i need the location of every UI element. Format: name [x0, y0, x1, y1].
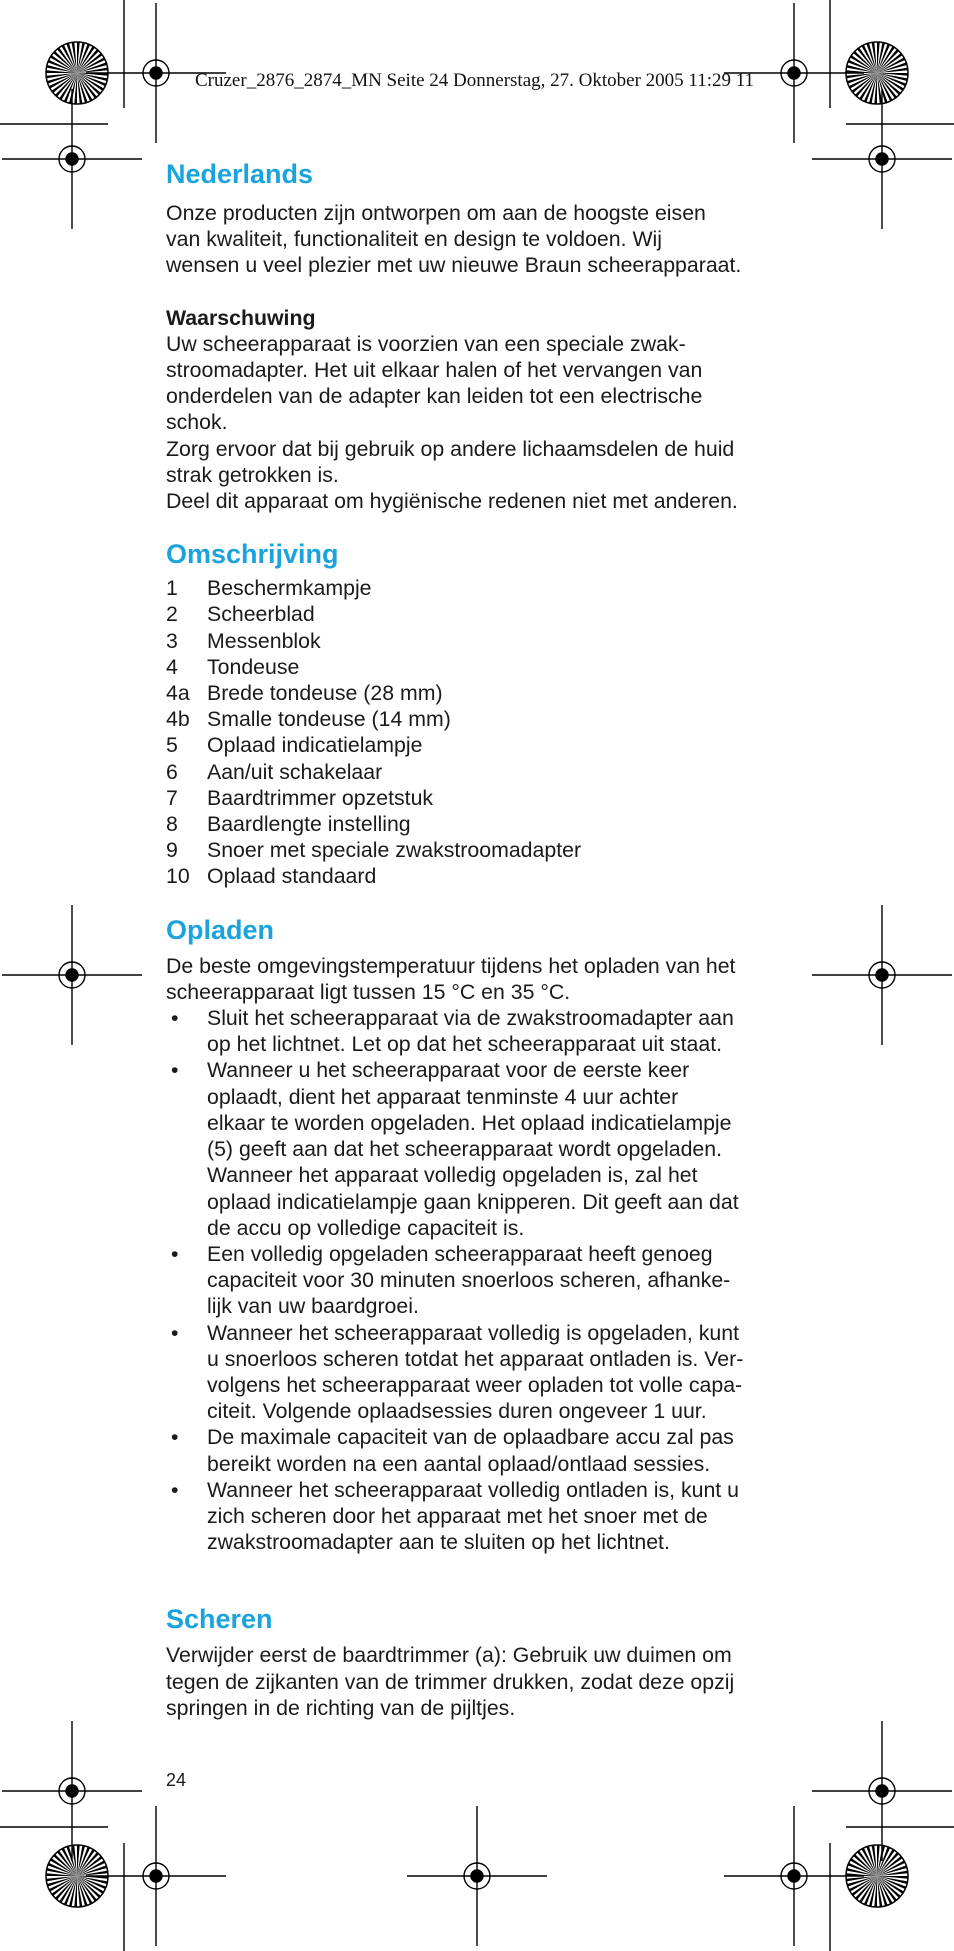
part-item — [166, 837, 806, 863]
registration-mark-icon — [812, 1721, 952, 1861]
bullet-item — [166, 1057, 806, 1240]
warning-title: Waarschuwing — [166, 305, 316, 330]
part-item — [166, 680, 806, 706]
bullet-text — [207, 1320, 743, 1425]
part-label: Tondeuse — [207, 654, 300, 679]
part-item — [166, 628, 806, 654]
part-label: Baardtrimmer opzetstuk — [207, 785, 434, 810]
section-scheren — [166, 1601, 806, 1721]
part-number: 3 — [166, 628, 178, 653]
registration-mark-icon — [2, 89, 142, 229]
bullet-line: oplaad indicatielampje gaan knipperen. Dit geeft aan dat — [207, 1189, 739, 1214]
warning-line: stroomadapter. Het uit elkaar halen of het vervangen van — [166, 358, 703, 383]
part-item — [166, 706, 806, 732]
bullet-line: elkaar te worden opgeladen. Het oplaad indicatielampje — [207, 1110, 732, 1135]
bullet-line: Wanneer het scheerapparaat volledig ontladen is, kunt u — [207, 1477, 739, 1502]
part-item — [166, 811, 806, 837]
registration-mark-icon — [724, 1806, 864, 1946]
bullet-line: Wanneer het scheerapparaat volledig is opgeladen, kunt — [207, 1320, 739, 1345]
part-item — [166, 601, 806, 627]
part-number: 7 — [166, 785, 178, 810]
bullet-icon: • — [171, 1058, 179, 1083]
part-item — [166, 654, 806, 680]
warning-line: Uw scheerapparaat is voorzien van een speciale zwak- — [166, 331, 686, 356]
part-number: 10 — [166, 864, 190, 889]
part-item — [166, 575, 806, 601]
part-number: 6 — [166, 759, 178, 784]
part-label: Brede tondeuse (28 mm) — [207, 681, 443, 706]
bullet-item — [166, 1477, 806, 1556]
starburst-target-icon — [46, 42, 108, 104]
part-number: 2 — [166, 602, 178, 627]
bullet-line: citeit. Volgende oplaadsessies duren ongeveer 1 uur. — [207, 1399, 707, 1424]
bullet-line: zich scheren door het apparaat met het snoer met de — [207, 1503, 708, 1528]
section-opladen — [166, 912, 806, 1556]
part-number: 5 — [166, 733, 178, 758]
bullet-text — [207, 1424, 734, 1476]
warning-line: Deel dit apparaat om hygiënische redenen niet met anderen. — [166, 489, 738, 514]
bullet-line: capaciteit voor 30 minuten snoerloos scheren, afhanke- — [207, 1268, 731, 1293]
part-item — [166, 759, 806, 785]
charging-bullet-list — [166, 1005, 806, 1555]
warning-line: schok. — [166, 410, 228, 435]
intro-line: van kwaliteit, functionaliteit en design te voldoen. Wij — [166, 227, 663, 252]
part-label: Smalle tondeuse (14 mm) — [207, 707, 451, 732]
bullet-item — [166, 1320, 806, 1425]
bullet-line: zwakstroomadapter aan te sluiten op het lichtnet. — [207, 1530, 670, 1555]
registration-mark-icon — [812, 905, 952, 1045]
bullet-icon: • — [171, 1477, 179, 1502]
part-number: 1 — [166, 576, 178, 601]
heading-nederlands: Nederlands — [166, 159, 314, 189]
bullet-line: u snoerloos scheren totdat het apparaat ontladen is. Ver- — [207, 1346, 744, 1371]
registration-mark-icon — [2, 905, 142, 1045]
section-omschrijving — [166, 536, 806, 889]
part-item — [166, 732, 806, 758]
scheren-line: Verwijder eerst de baardtrimmer (a): Gebruik uw duimen om — [166, 1643, 732, 1668]
warning-line: onderdelen van de adapter kan leiden tot een electrische — [166, 384, 703, 409]
bullet-line: Wanneer het apparaat volledig opgeladen is, zal het — [207, 1163, 698, 1188]
bullet-text — [207, 1477, 739, 1556]
scheren-line: springen in de richting van de pijltjes. — [166, 1695, 516, 1720]
bullet-line: de accu op volledige capaciteit is. — [207, 1215, 525, 1240]
bullet-line: De maximale capaciteit van de oplaadbare accu zal pas — [207, 1425, 734, 1450]
starburst-target-icon — [846, 42, 908, 104]
starburst-target-icon — [46, 1845, 108, 1907]
heading-omschrijving: Omschrijving — [166, 539, 339, 570]
registration-mark-icon — [812, 89, 952, 229]
part-number: 9 — [166, 838, 178, 863]
scheren-line: tegen de zijkanten van de trimmer drukken, zodat deze opzij — [166, 1669, 735, 1694]
bullet-line: Sluit het scheerapparaat via de zwakstroomadapter aan — [207, 1006, 734, 1031]
bullet-icon: • — [171, 1241, 179, 1266]
heading-scheren: Scheren — [166, 1604, 273, 1635]
part-label: Aan/uit schakelaar — [207, 759, 383, 784]
part-number: 8 — [166, 812, 178, 837]
warning-line: strak getrokken is. — [166, 462, 339, 487]
bullet-line: oplaadt, dient het apparaat tenminste 4 uur achter — [207, 1084, 679, 1109]
bullet-line: volgens het scheerapparaat weer opladen tot volle capa- — [207, 1372, 743, 1397]
bullet-line: Wanneer u het scheerapparaat voor de eerste keer — [207, 1058, 690, 1083]
bullet-line: op het lichtnet. Let op dat het scheerapparaat uit staat. — [207, 1032, 723, 1057]
bullet-item — [166, 1241, 806, 1320]
part-number: 4b — [166, 707, 190, 732]
page-content — [166, 156, 806, 1721]
part-label: Oplaad standaard — [207, 864, 377, 889]
page-number: 24 — [166, 1770, 187, 1790]
registration-mark-icon — [407, 1806, 547, 1946]
heading-opladen: Opladen — [166, 914, 275, 945]
part-label: Scheerblad — [207, 602, 315, 627]
opladen-intro-line: scheerapparaat ligt tussen 15 °C en 35 °C. — [166, 979, 571, 1004]
bullet-line: (5) geeft aan dat het scheerapparaat wordt opgeladen. — [207, 1137, 723, 1162]
part-number: 4 — [166, 654, 178, 679]
opladen-intro-line: De beste omgevingstemperatuur tijdens het opladen van het — [166, 953, 736, 978]
part-label: Snoer met speciale zwakstroomadapter — [207, 838, 582, 863]
part-number: 4a — [166, 681, 190, 706]
bullet-text — [207, 1057, 739, 1240]
warning-line: Zorg ervoor dat bij gebruik op andere lichaamsdelen de huid — [166, 436, 735, 461]
bullet-text — [207, 1005, 734, 1057]
bullet-line: lijk van uw baardgroei. — [207, 1294, 419, 1319]
part-label: Messenblok — [207, 628, 321, 653]
intro-line: wensen u veel plezier met uw nieuwe Braun scheerapparaat. — [166, 253, 742, 278]
section-nederlands — [166, 156, 806, 514]
part-item — [166, 863, 806, 889]
bullet-line: bereikt worden na een aantal oplaad/ontlaad sessies. — [207, 1451, 711, 1476]
registration-mark-icon — [2, 1721, 142, 1861]
intro-line: Onze producten zijn ontworpen om aan de hoogste eisen — [166, 201, 706, 225]
part-label: Oplaad indicatielampje — [207, 733, 423, 758]
bullet-item — [166, 1005, 806, 1057]
bullet-item — [166, 1424, 806, 1476]
bullet-line: Een volledig opgeladen scheerapparaat heeft genoeg — [207, 1241, 713, 1266]
part-label: Beschermkampje — [207, 576, 372, 601]
bullet-icon: • — [171, 1320, 179, 1345]
bullet-icon: • — [171, 1006, 179, 1031]
bullet-icon: • — [171, 1425, 179, 1450]
starburst-target-icon — [846, 1845, 908, 1907]
parts-list — [166, 575, 806, 889]
slug-line: Cruzer_2876_2874_MN Seite 24 Donnerstag, 27. Oktober 2005 11:29 11 — [195, 70, 755, 91]
bullet-text — [207, 1241, 730, 1320]
part-item — [166, 785, 806, 811]
part-label: Baardlengte instelling — [207, 812, 411, 837]
